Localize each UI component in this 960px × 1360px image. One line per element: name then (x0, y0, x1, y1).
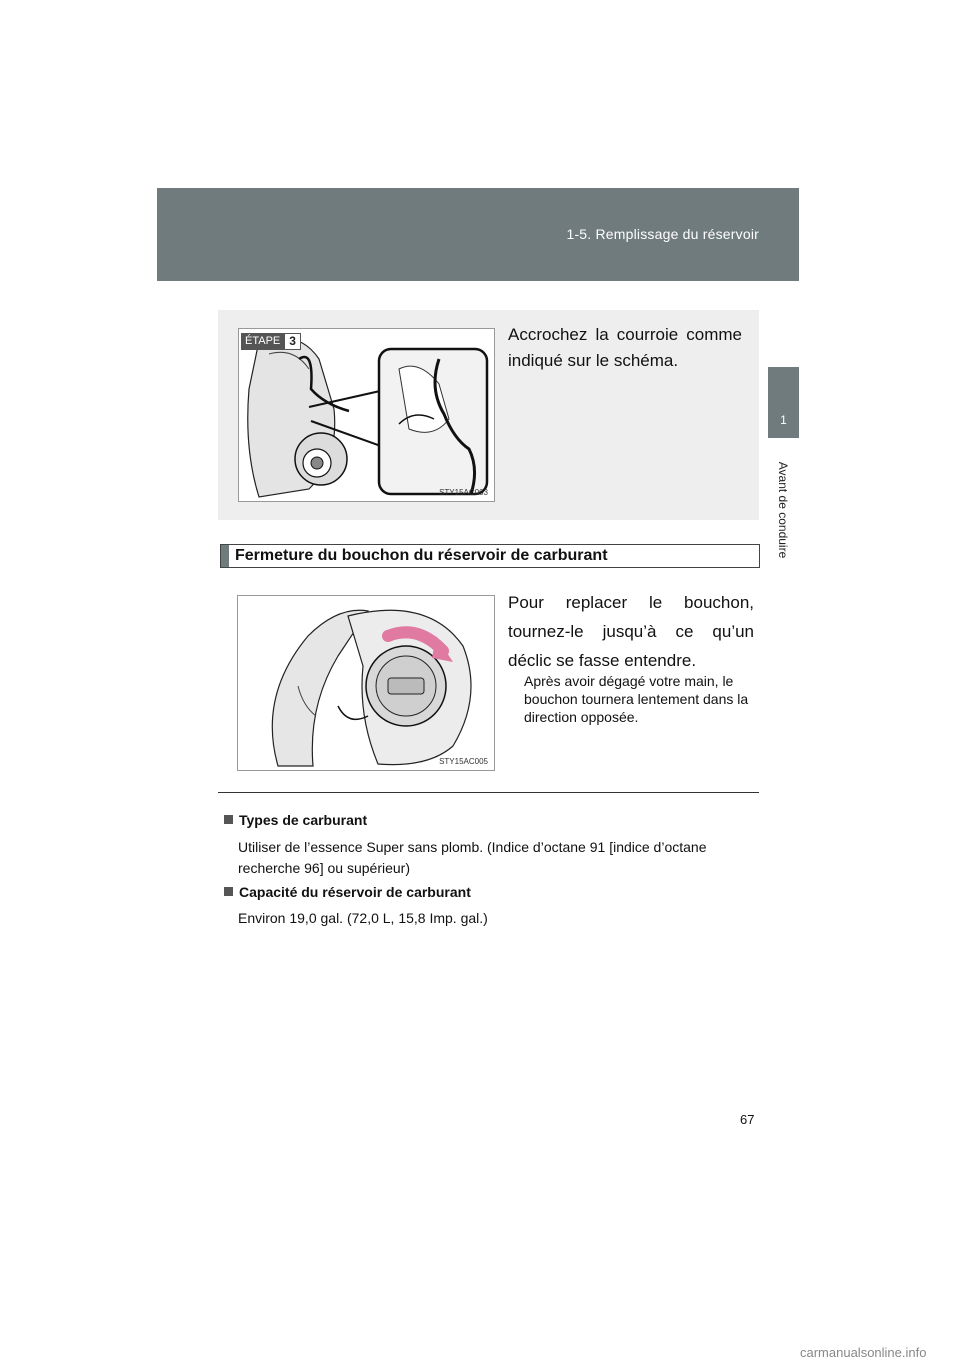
section-heading (220, 544, 760, 568)
figure-code: STY15AC005 (439, 757, 488, 766)
chapter-label-text: Avant de conduire (776, 461, 790, 559)
info-title-text: Types de carburant (239, 812, 368, 828)
chapter-tab (768, 367, 799, 438)
cap-closing-illustration (237, 595, 495, 771)
cap-drawing (238, 596, 494, 770)
bullet-square-icon (224, 887, 233, 896)
section-heading-bar (221, 545, 229, 567)
figure-code: STY15AC003 (439, 488, 488, 497)
step-box (218, 310, 759, 520)
info-title-text: Capacité du réservoir de carburant (239, 884, 471, 900)
divider (218, 792, 759, 793)
step-badge-number: 3 (284, 333, 301, 350)
page-number: 67 (740, 1112, 755, 1127)
header-section-title: 1-5. Remplissage du réservoir (566, 226, 759, 242)
strap-illustration (238, 328, 495, 502)
step-badge (241, 333, 301, 350)
page-header (157, 188, 799, 281)
bullet-square-icon (224, 815, 233, 824)
watermark: carmanualsonline.info (800, 1345, 927, 1360)
section-text: Pour replacer le bouchon, tournez-le jusqu’à ce qu’un déclic se fasse entendre. (508, 593, 754, 670)
info-text-fuel-types: Utiliser de l’essence Super sans plomb. (Indice d’octane 91 [indice d’octane recherche 96] ou supérieur) (238, 839, 707, 876)
info-title-tank-capacity (224, 884, 471, 900)
section-heading-text: Fermeture du bouchon du réservoir de carburant (235, 547, 608, 564)
section-note: Après avoir dégagé votre main, le bouchon tournera lentement dans la direction opposée. (524, 673, 749, 725)
chapter-label (776, 450, 790, 570)
step-text: Accrochez la courroie comme indiqué sur le schéma. (508, 325, 742, 370)
info-text-tank-capacity: Environ 19,0 gal. (72,0 L, 15,8 Imp. gal.) (238, 910, 488, 926)
chapter-number: 1 (780, 413, 787, 427)
step-badge-word: ÉTAPE (241, 333, 284, 350)
info-title-fuel-types (224, 812, 367, 828)
strap-drawing (239, 329, 494, 501)
